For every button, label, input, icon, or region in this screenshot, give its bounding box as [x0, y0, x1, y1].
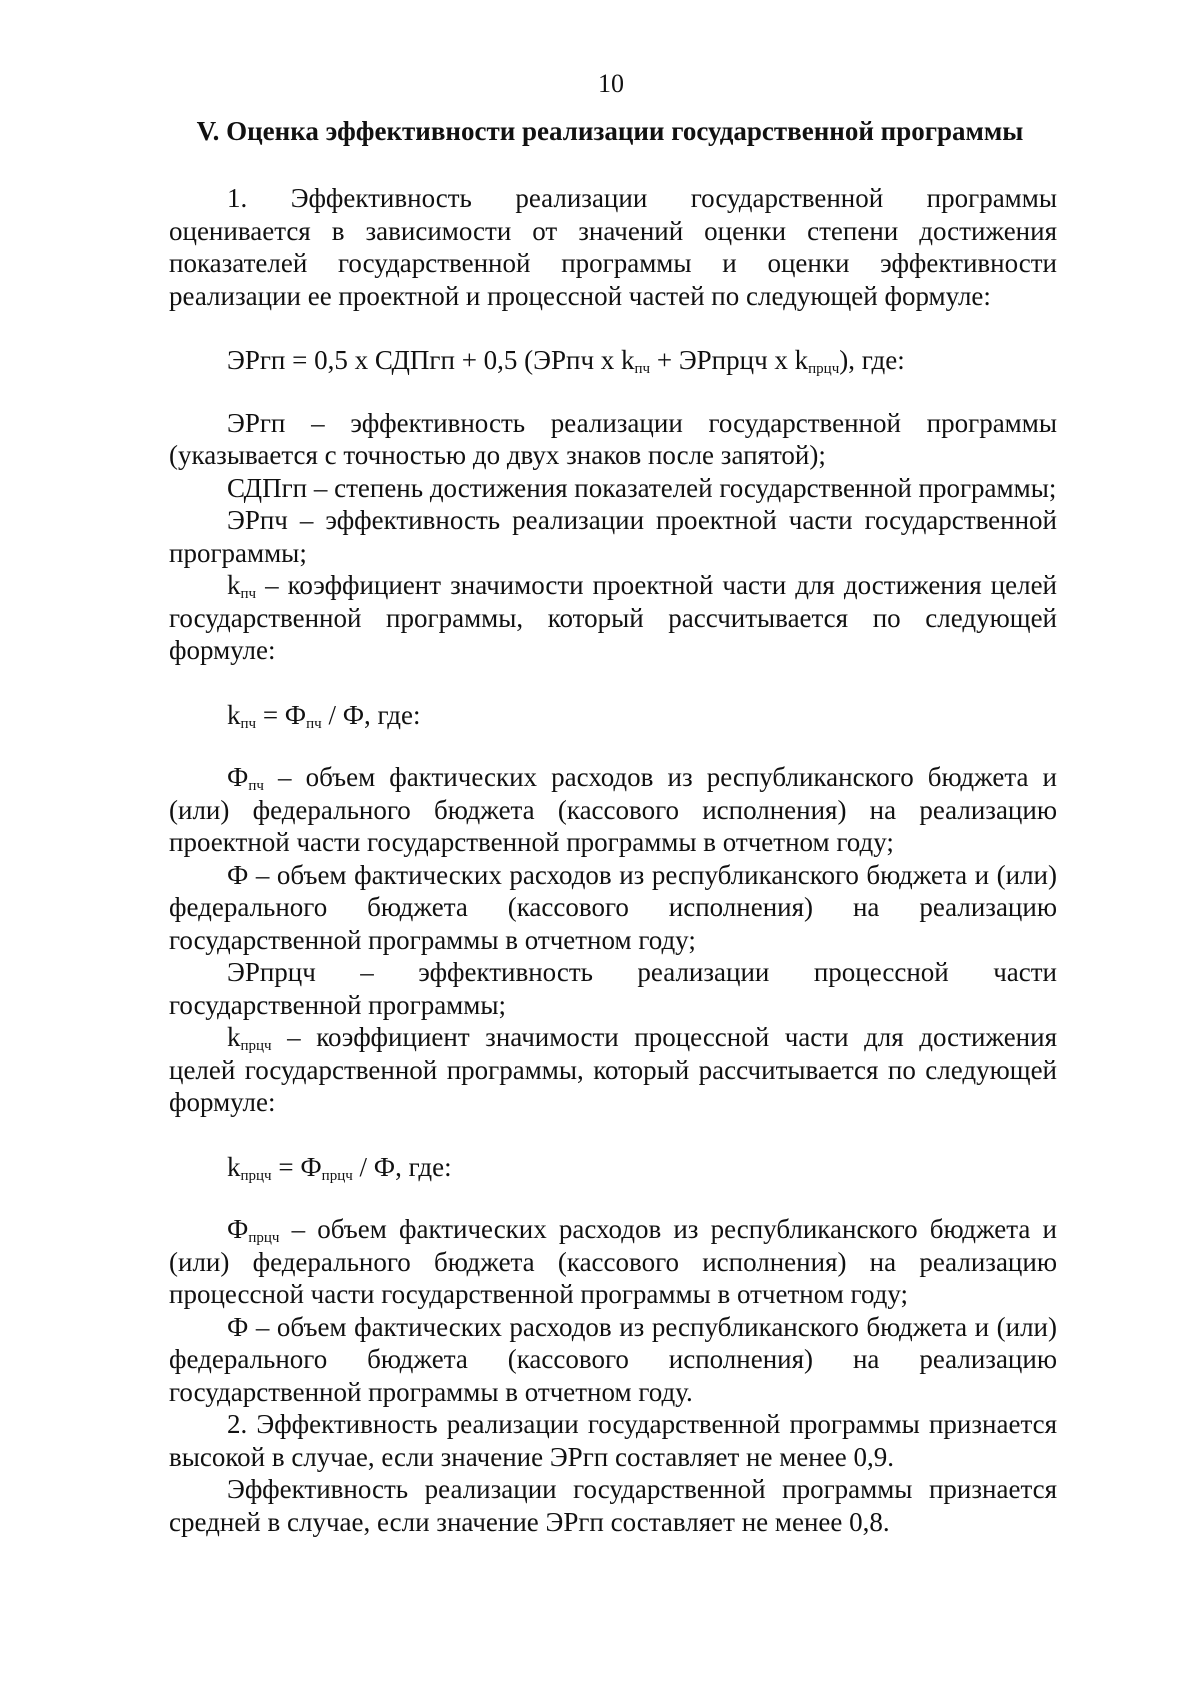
page-number: 10 — [598, 69, 624, 98]
formula-ergp-part-b: + ЭРпрцч х k — [650, 345, 809, 375]
paragraph-2: 2. Эффективность реализации государственной программы признается высокой в случае, если значение ЭРгп составляет не менее 0,9. — [169, 1409, 1057, 1472]
definition-erprcch: ЭРпрцч – эффективность реализации процессной части государственной программы; — [169, 957, 1057, 1020]
formula-kpch-part-c: / Ф, где: — [321, 699, 421, 730]
formula-ergp-sub-a: пч — [634, 361, 651, 377]
definition-kpch — [169, 569, 1057, 667]
formula-kpch-part-a: k — [227, 699, 241, 730]
definition-fpch-text: – объем фактических расходов из республиканского бюджета и (или) федерального бюджета (кассового исполнения) на реализацию проектной части государственной программы в отчетном году; — [169, 762, 1057, 857]
formula-kprcch-sub-a: прцч — [240, 1167, 272, 1184]
definition-f-second: Ф – объем фактических расходов из республиканского бюджета и (или) федерального бюджета (кассового исполнения) на реализацию государственной программы в отчетном году. — [169, 1311, 1057, 1407]
definition-fprcch-text: – объем фактических расходов из республиканского бюджета и (или) федерального бюджета (кассового исполнения) на реализацию процессной части государственной программы в отчетном году; — [169, 1214, 1057, 1309]
formula-ergp — [169, 344, 1057, 377]
definition-fprcch-symbol: Ф — [227, 1214, 249, 1244]
document-body — [169, 182, 1057, 1538]
definition-kpch-symbol: k — [227, 570, 241, 600]
section-heading: V. Оценка эффективности реализации государственной программы — [196, 116, 1024, 146]
formula-kprcch-sub-b: прцч — [321, 1167, 353, 1184]
formula-kprcch-part-a: k — [227, 1151, 241, 1182]
definition-fprcch-sub: прцч — [248, 1230, 280, 1246]
formula-ergp-sub-b: прцч — [808, 361, 840, 377]
definition-kpch-sub: пч — [240, 586, 257, 602]
formula-kprcch-part-b: = Ф — [271, 1151, 322, 1182]
definition-kprcch-sub: прцч — [240, 1038, 272, 1054]
definition-ergp: ЭРгп – эффективность реализации государственной программы (указывается с точностью до двух знаков после запятой); — [169, 407, 1057, 470]
definition-sdpgp: СДПгп – степень достижения показателей государственной программы; — [227, 472, 1057, 503]
definition-kprcch-text: – коэффициент значимости процессной части для достижения целей государственной программы, который рассчитывается по следующей формуле: — [169, 1022, 1057, 1117]
formula-kpch-part-b: = Ф — [256, 699, 307, 730]
formula-kpch-sub-a: пч — [240, 715, 257, 732]
paragraph-3: Эффективность реализации государственной программы признается средней в случае, если значение ЭРгп составляет не менее 0,8. — [169, 1474, 1057, 1537]
definition-kprcch-symbol: k — [227, 1022, 241, 1052]
paragraph-1: 1. Эффективность реализации государственной программы оценивается в зависимости от значений оценки степени достижения показателей государственной программы и оценки эффективности реализации ее проектной и процессной частей по следующей формуле: — [169, 183, 1057, 311]
definition-kpch-text: – коэффициент значимости проектной части для достижения целей государственной программы, который рассчитывается по следующей формуле: — [169, 570, 1057, 665]
formula-ergp-part-c: ), где: — [839, 345, 905, 375]
formula-kprcch — [169, 1151, 1057, 1184]
formula-kpch — [169, 699, 1057, 732]
formula-kpch-sub-b: пч — [306, 715, 322, 732]
formula-kprcch-part-c: / Ф, где: — [352, 1151, 452, 1182]
definition-kprcch — [169, 1021, 1057, 1119]
definition-f-first: Ф – объем фактических расходов из республиканского бюджета и (или) федерального бюджета (кассового исполнения) на реализацию государственной программы в отчетном году; — [169, 859, 1057, 955]
definition-fpch-sub: пч — [248, 778, 264, 794]
definition-fpch-symbol: Ф — [227, 762, 249, 792]
definition-erpch: ЭРпч – эффективность реализации проектной части государственной программы; — [169, 505, 1057, 568]
definition-fpch — [169, 761, 1057, 859]
formula-ergp-part-a: ЭРгп = 0,5 х СДПгп + 0,5 (ЭРпч х k — [227, 345, 635, 375]
definition-fprcch — [169, 1213, 1057, 1311]
